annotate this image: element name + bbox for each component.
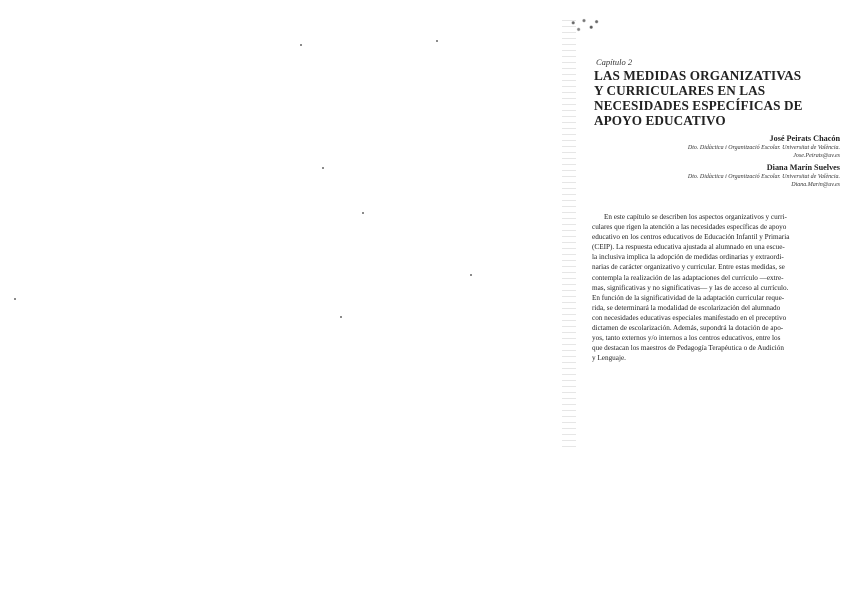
author-entry: [590, 133, 840, 160]
chapter-title-line: LAS MEDIDAS ORGANIZATIVAS: [594, 68, 802, 83]
chapter-title-line: Y CURRICULARES EN LAS: [594, 83, 766, 98]
author-name: Diana Marín Suelves: [766, 163, 840, 172]
abstract-line: mas, significativas y no significativas— y las de acceso al currículo.: [592, 283, 789, 292]
chapter-title-line: APOYO EDUCATIVO: [594, 113, 726, 128]
author-email: Jose.Peirats@uv.es: [793, 153, 840, 159]
abstract-line: culares que rigen la atención a las necesidades específicas de apoyo: [592, 223, 787, 232]
abstract-line: narias de carácter organizativo y curricular. Entre estas medidas, se: [592, 263, 785, 272]
scan-speck: [300, 44, 302, 46]
chapter-label: Capítulo 2: [596, 57, 633, 67]
scan-speck: [14, 298, 16, 300]
author-email: Diana.Marin@uv.es: [791, 182, 840, 188]
scan-speck: [470, 274, 472, 276]
author-list: [590, 133, 840, 191]
abstract-line: con necesidades educativas especiales manifestado en el preceptivo: [592, 313, 787, 322]
abstract-line: que destacan los maestros de Pedagogía Terapéutica o de Audición: [592, 344, 784, 353]
scan-speck: [322, 167, 324, 169]
scan-speck: [436, 40, 438, 42]
author-affiliation: Dto. Didàctica i Organització Escolar. Universitat de València.: [687, 174, 840, 180]
abstract-paragraph: [592, 212, 832, 363]
abstract-line: En este capítulo se describen los aspectos organizativos y curri-: [604, 213, 787, 221]
abstract-line: yos, tanto externos y/o internos a los centros educativos, entre los: [592, 334, 781, 343]
chapter-title: [594, 68, 834, 128]
abstract-line: contempla la realización de las adaptaciones del currículo —extre-: [592, 273, 784, 282]
chapter-title-line: NECESIDADES ESPECÍFICAS DE: [594, 98, 803, 113]
abstract-line: rida, se determinará la modalidad de escolarización del alumnado: [592, 303, 781, 312]
abstract-line: dictamen de escolarización. Además, supondrá la dotación de apo-: [592, 324, 784, 333]
page-gutter-shadow: [562, 20, 576, 450]
scan-speck: [340, 316, 342, 318]
author-entry: [590, 162, 840, 189]
abstract-line: educativo en los centros educativos de Educación Infantil y Primaria: [592, 233, 790, 242]
scan-speck: [362, 212, 364, 214]
abstract-line: En función de la significatividad de la adaptación curricular reque-: [592, 293, 785, 302]
abstract-line: y Lenguaje.: [592, 354, 626, 363]
abstract-line: la inclusiva implica la adopción de medidas ordinarias y extraordi-: [592, 253, 784, 262]
right-page: [578, 0, 840, 600]
abstract-line: (CEIP). La respuesta educativa ajustada al alumnado en una escue-: [592, 243, 785, 252]
author-name: José Peirats Chacón: [769, 134, 840, 143]
author-affiliation: Dto. Didàctica i Organització Escolar. Universitat de València.: [687, 145, 840, 151]
